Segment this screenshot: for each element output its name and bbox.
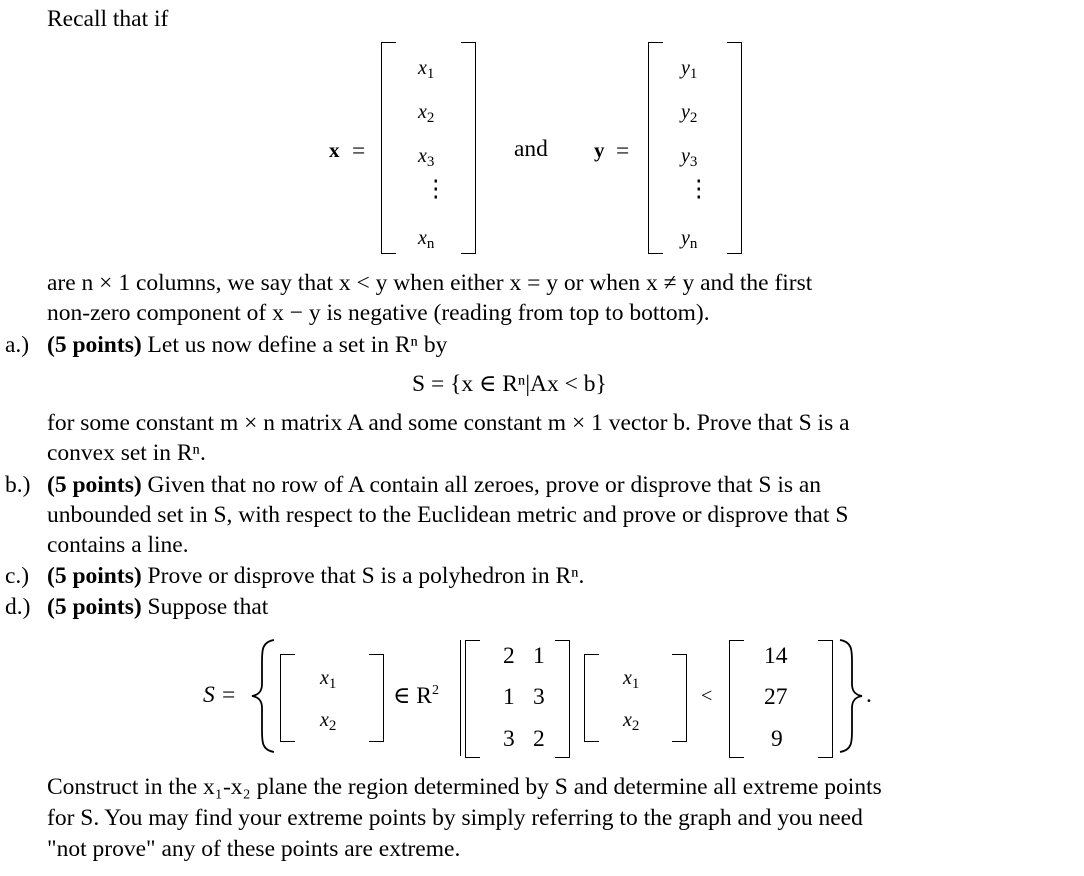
point-x1: $x_1$ [320,667,337,692]
less-than-symbol: < [701,685,713,707]
y-label: y [594,138,605,162]
part-c-line-1: (5 points) Prove or disprove that S is a polyhedron in Rⁿ. [47,563,585,589]
x-label: x [329,138,340,162]
y-entry-1: $y_1$ [681,57,698,82]
and-word: and [514,136,548,162]
matrix-a-cell: 1 [533,643,545,669]
x-entry-n: $x_n$ [418,227,435,252]
part-c-label: c.) [5,563,30,589]
part-b-line-2: unbounded set in S, with respect to the Euclidean metric and prove or disprove that S [47,502,849,528]
x-vector-left-bracket [584,654,599,742]
y-entry-3: $y_3$ [681,145,698,170]
b-vector-right-bracket [818,640,833,758]
in-r2: ∈ $R^2$ [393,683,439,709]
matrix-a-cell: 1 [503,684,515,710]
matrix-a-cell: 2 [533,726,545,752]
part-d-line-2: Construct in the x₁-x₂ plane the region determined by S and determine all extreme points [47,774,882,800]
y-right-bracket [727,42,742,254]
ordering-definition-line-2: non-zero component of x − y is negative (reading from top to bottom). [47,300,710,326]
set-s-definition: S = {x ∈ Rⁿ|Ax < b} [412,371,607,397]
b-vector-entry: 27 [764,684,788,710]
part-b-points: (5 points) [47,472,142,498]
point-x2: $x_2$ [320,709,337,734]
part-a-line-2: for some constant m × n matrix A and some constant m × 1 vector b. Prove that S is a [47,410,850,436]
matrix-a-cell: 3 [533,684,545,710]
part-a-line-3: convex set in Rⁿ. [47,440,206,466]
x-entry-3: $x_3$ [418,145,435,170]
right-curly-brace [838,638,864,754]
y-left-bracket [648,42,663,254]
y-equals: = [616,138,630,164]
part-b-line-1: (5 points) Given that no row of A contain all zeroes, prove or disprove that S is an [47,472,822,498]
set-s-period: . [866,682,872,708]
left-curly-brace [250,638,276,754]
x-right-bracket [461,42,476,254]
set-s-equals: = [222,682,236,708]
part-d-points: (5 points) [47,594,142,620]
vector-x1: $x_1$ [623,667,640,692]
point-vector-right-bracket [369,654,384,742]
point-vector-left-bracket [280,654,295,742]
x-entry-2: $x_2$ [418,101,435,126]
x-left-bracket [381,42,396,254]
part-d-label: d.) [5,594,31,620]
part-a-line-1: (5 points) Let us now define a set in Rⁿ by [47,332,448,358]
set-s-symbol: S [203,682,215,708]
x-entry-1: $x_1$ [418,57,435,82]
b-vector-entry: 9 [771,726,783,752]
y-entry-dots: ⋮ [687,176,711,202]
part-d-line-3: for S. You may find your extreme points by simply referring to the graph and you need [47,805,863,831]
y-entry-n: $y_n$ [681,227,698,252]
part-d-line-4: "not prove" any of these points are extreme. [47,836,461,862]
matrix-a-right-bracket [555,640,570,758]
matrix-a-left-bracket [465,640,480,758]
part-a-points: (5 points) [47,332,142,358]
b-vector-entry: 14 [764,643,788,669]
matrix-a-cell: 2 [503,643,515,669]
part-a-label: a.) [5,332,30,358]
part-d-line-1: (5 points) Suppose that [47,594,269,620]
part-b-line-3: contains a line. [47,532,189,558]
y-entry-2: $y_2$ [681,101,698,126]
vector-x2: $x_2$ [623,709,640,734]
intro-text: Recall that if [47,6,169,32]
matrix-a-cell: 3 [503,726,515,752]
part-c-points: (5 points) [47,563,142,589]
x-equals: = [352,138,366,164]
x-vector-right-bracket [672,654,687,742]
set-builder-bar [460,640,461,756]
b-vector-left-bracket [729,640,744,758]
x-entry-dots: ⋮ [424,176,448,202]
part-b-label: b.) [5,472,31,498]
ordering-definition-line-1: are n × 1 columns, we say that x < y when either x = y or when x ≠ y and the first [47,270,813,296]
